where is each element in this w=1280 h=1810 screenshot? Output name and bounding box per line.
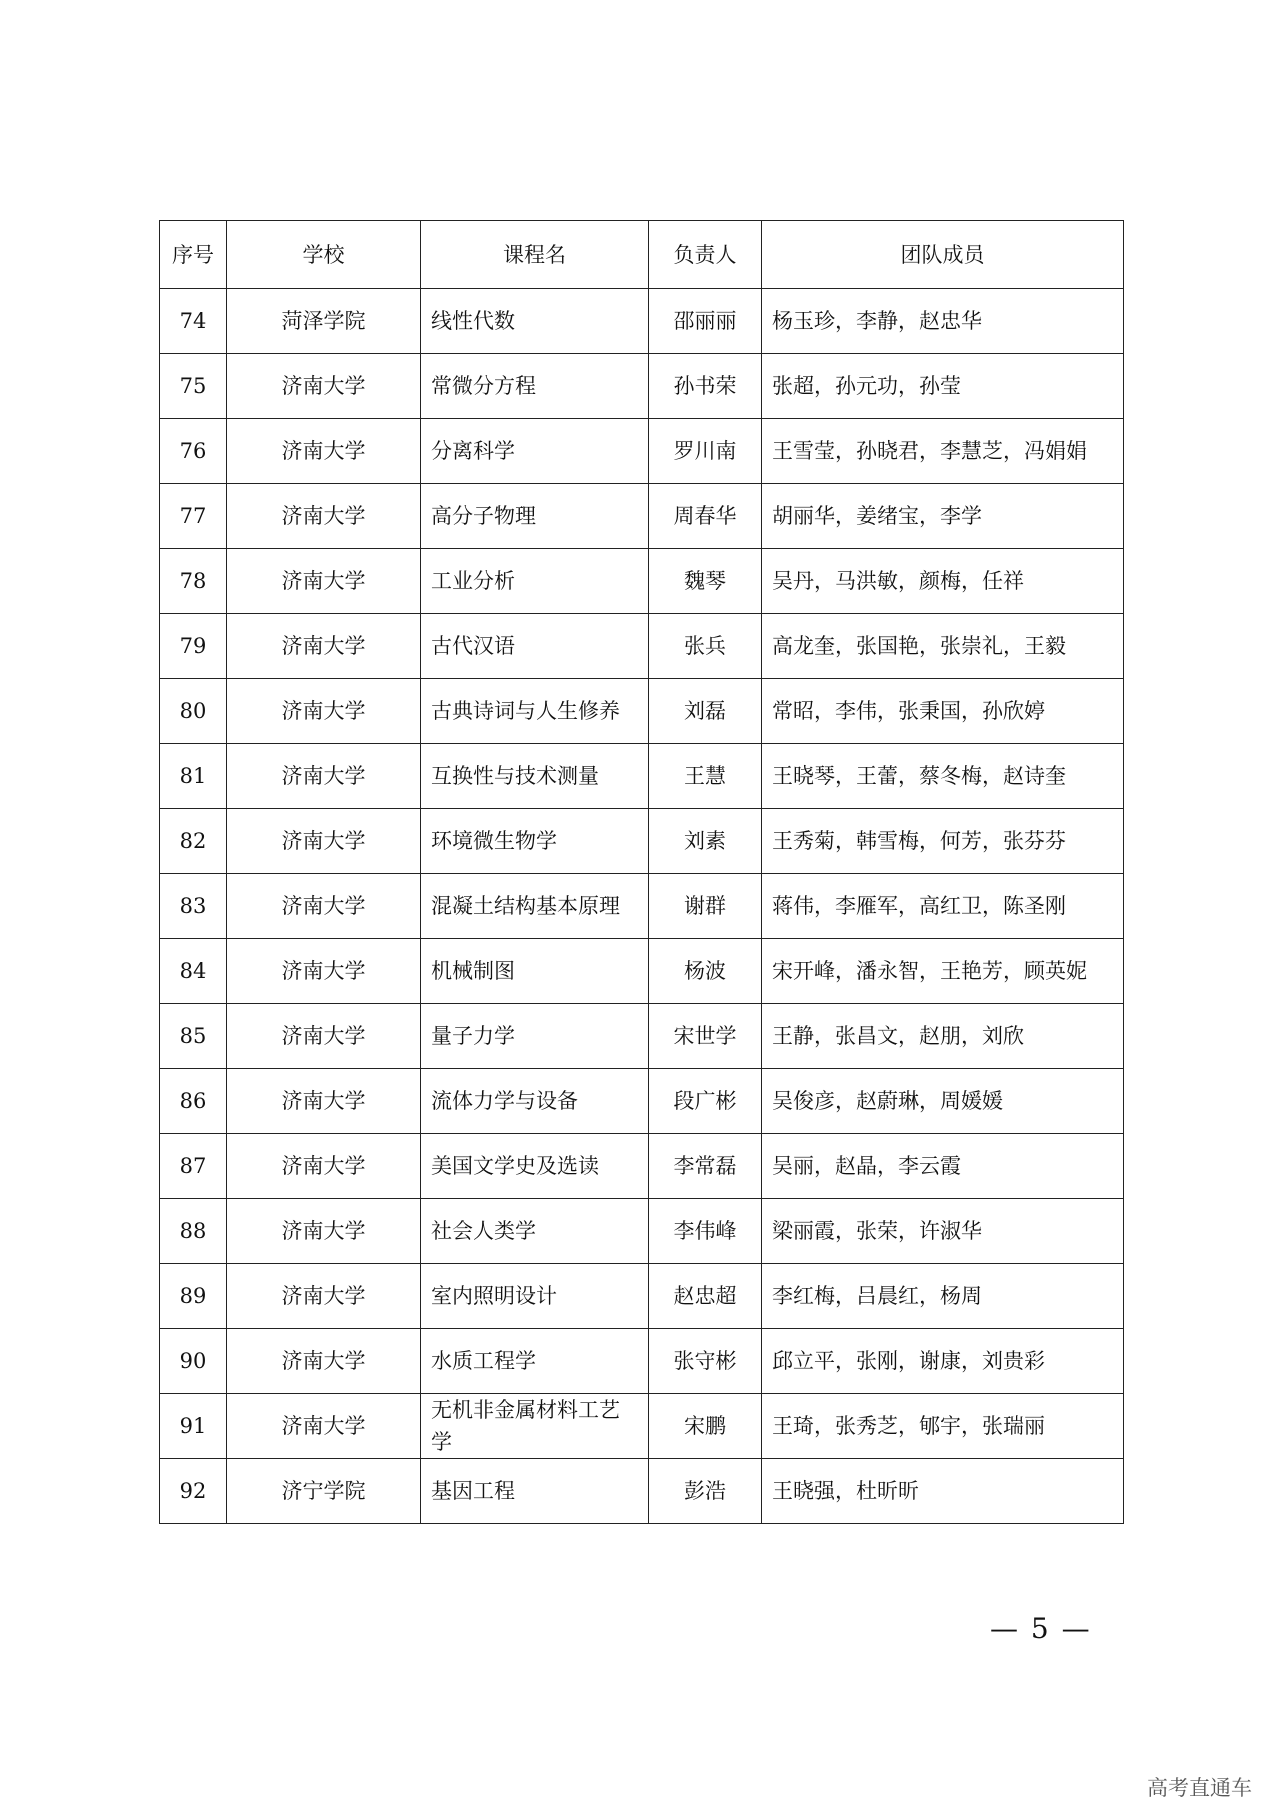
course-name: 互换性与技术测量 [421,744,649,809]
course-name: 线性代数 [421,289,649,354]
team-members: 吴丹，马洪敏，颜梅，任祥 [762,549,1124,614]
course-name: 分离科学 [421,419,649,484]
row-number: 83 [160,874,227,939]
school-name: 济南大学 [227,1394,421,1459]
team-members: 梁丽霞，张荣，许淑华 [762,1199,1124,1264]
table-row [160,614,1124,679]
school-name: 济南大学 [227,484,421,549]
school-name: 济南大学 [227,1134,421,1199]
course-name: 混凝土结构基本原理 [421,874,649,939]
header-course: 课程名 [421,221,649,289]
course-name: 常微分方程 [421,354,649,419]
row-number: 79 [160,614,227,679]
table-header [160,221,1124,289]
row-number: 80 [160,679,227,744]
team-members: 王秀菊，韩雪梅，何芳，张芬芬 [762,809,1124,874]
table-row [160,1199,1124,1264]
course-lead: 宋世学 [649,1004,762,1069]
team-members: 高龙奎，张国艳，张崇礼，王毅 [762,614,1124,679]
team-members: 常昭，李伟，张秉国，孙欣婷 [762,679,1124,744]
school-name: 济南大学 [227,744,421,809]
course-lead: 谢群 [649,874,762,939]
table-row [160,1264,1124,1329]
table-row [160,939,1124,1004]
table-row [160,1394,1124,1459]
school-name: 济南大学 [227,614,421,679]
header-school: 学校 [227,221,421,289]
course-name: 工业分析 [421,549,649,614]
course-name: 流体力学与设备 [421,1069,649,1134]
team-members: 邱立平，张刚，谢康，刘贵彩 [762,1329,1124,1394]
table-body [160,289,1124,1524]
watermark-text: 高考直通车 [1147,1776,1252,1800]
course-lead: 魏琴 [649,549,762,614]
course-lead: 段广彬 [649,1069,762,1134]
team-members: 胡丽华，姜绪宝，李学 [762,484,1124,549]
school-name: 济南大学 [227,1069,421,1134]
table-row [160,354,1124,419]
course-lead: 张守彬 [649,1329,762,1394]
team-members: 宋开峰，潘永智，王艳芳，顾英妮 [762,939,1124,1004]
row-number: 76 [160,419,227,484]
course-lead: 邵丽丽 [649,289,762,354]
team-members: 王静，张昌文，赵朋，刘欣 [762,1004,1124,1069]
course-name: 无机非金属材料工艺学 [421,1394,649,1459]
row-number: 75 [160,354,227,419]
row-number: 82 [160,809,227,874]
table-row [160,289,1124,354]
header-team: 团队成员 [762,221,1124,289]
team-members: 张超，孙元功，孙莹 [762,354,1124,419]
row-number: 78 [160,549,227,614]
school-name: 济南大学 [227,1329,421,1394]
team-members: 吴俊彦，赵蔚琳，周媛媛 [762,1069,1124,1134]
course-lead: 张兵 [649,614,762,679]
school-name: 济南大学 [227,874,421,939]
table-row [160,549,1124,614]
school-name: 济南大学 [227,419,421,484]
team-members: 王晓强，杜昕昕 [762,1459,1124,1524]
school-name: 菏泽学院 [227,289,421,354]
header-row [160,221,1124,289]
course-lead: 宋鹏 [649,1394,762,1459]
team-members: 蒋伟，李雁军，高红卫，陈圣刚 [762,874,1124,939]
course-lead: 刘素 [649,809,762,874]
team-members: 王琦，张秀芝，郇宇，张瑞丽 [762,1394,1124,1459]
course-name: 量子力学 [421,1004,649,1069]
table-row [160,419,1124,484]
header-no: 序号 [160,221,227,289]
course-name: 室内照明设计 [421,1264,649,1329]
table-row [160,874,1124,939]
course-name: 高分子物理 [421,484,649,549]
team-members: 李红梅，吕晨红，杨周 [762,1264,1124,1329]
table-row [160,679,1124,744]
row-number: 77 [160,484,227,549]
table-row [160,1004,1124,1069]
course-lead: 孙书荣 [649,354,762,419]
school-name: 济南大学 [227,1199,421,1264]
table-row [160,744,1124,809]
course-name: 美国文学史及选读 [421,1134,649,1199]
course-lead: 刘磊 [649,679,762,744]
school-name: 济南大学 [227,809,421,874]
team-members: 王雪莹，孙晓君，李慧芝，冯娟娟 [762,419,1124,484]
course-name: 古代汉语 [421,614,649,679]
table-row [160,809,1124,874]
school-name: 济南大学 [227,1004,421,1069]
course-team-table [159,220,1124,1524]
row-number: 84 [160,939,227,1004]
row-number: 88 [160,1199,227,1264]
course-lead: 王慧 [649,744,762,809]
course-lead: 周春华 [649,484,762,549]
course-lead: 李伟峰 [649,1199,762,1264]
table-row [160,1134,1124,1199]
row-number: 81 [160,744,227,809]
header-lead: 负责人 [649,221,762,289]
row-number: 91 [160,1394,227,1459]
school-name: 济南大学 [227,679,421,744]
row-number: 85 [160,1004,227,1069]
course-name: 基因工程 [421,1459,649,1524]
table-row [160,1069,1124,1134]
course-name: 古典诗词与人生修养 [421,679,649,744]
row-number: 92 [160,1459,227,1524]
row-number: 90 [160,1329,227,1394]
team-members: 吴丽，赵晶，李云霞 [762,1134,1124,1199]
school-name: 济宁学院 [227,1459,421,1524]
table-row [160,484,1124,549]
school-name: 济南大学 [227,1264,421,1329]
course-name: 社会人类学 [421,1199,649,1264]
course-name: 水质工程学 [421,1329,649,1394]
row-number: 86 [160,1069,227,1134]
school-name: 济南大学 [227,939,421,1004]
table-row [160,1459,1124,1524]
school-name: 济南大学 [227,549,421,614]
course-lead: 彭浩 [649,1459,762,1524]
team-members: 杨玉珍，李静，赵忠华 [762,289,1124,354]
row-number: 74 [160,289,227,354]
table-row [160,1329,1124,1394]
school-name: 济南大学 [227,354,421,419]
course-name: 机械制图 [421,939,649,1004]
course-lead: 杨波 [649,939,762,1004]
row-number: 89 [160,1264,227,1329]
team-members: 王晓琴，王蕾，蔡冬梅，赵诗奎 [762,744,1124,809]
course-lead: 李常磊 [649,1134,762,1199]
course-name: 环境微生物学 [421,809,649,874]
course-lead: 罗川南 [649,419,762,484]
page-number: — 5 — [990,1612,1092,1645]
row-number: 87 [160,1134,227,1199]
course-lead: 赵忠超 [649,1264,762,1329]
